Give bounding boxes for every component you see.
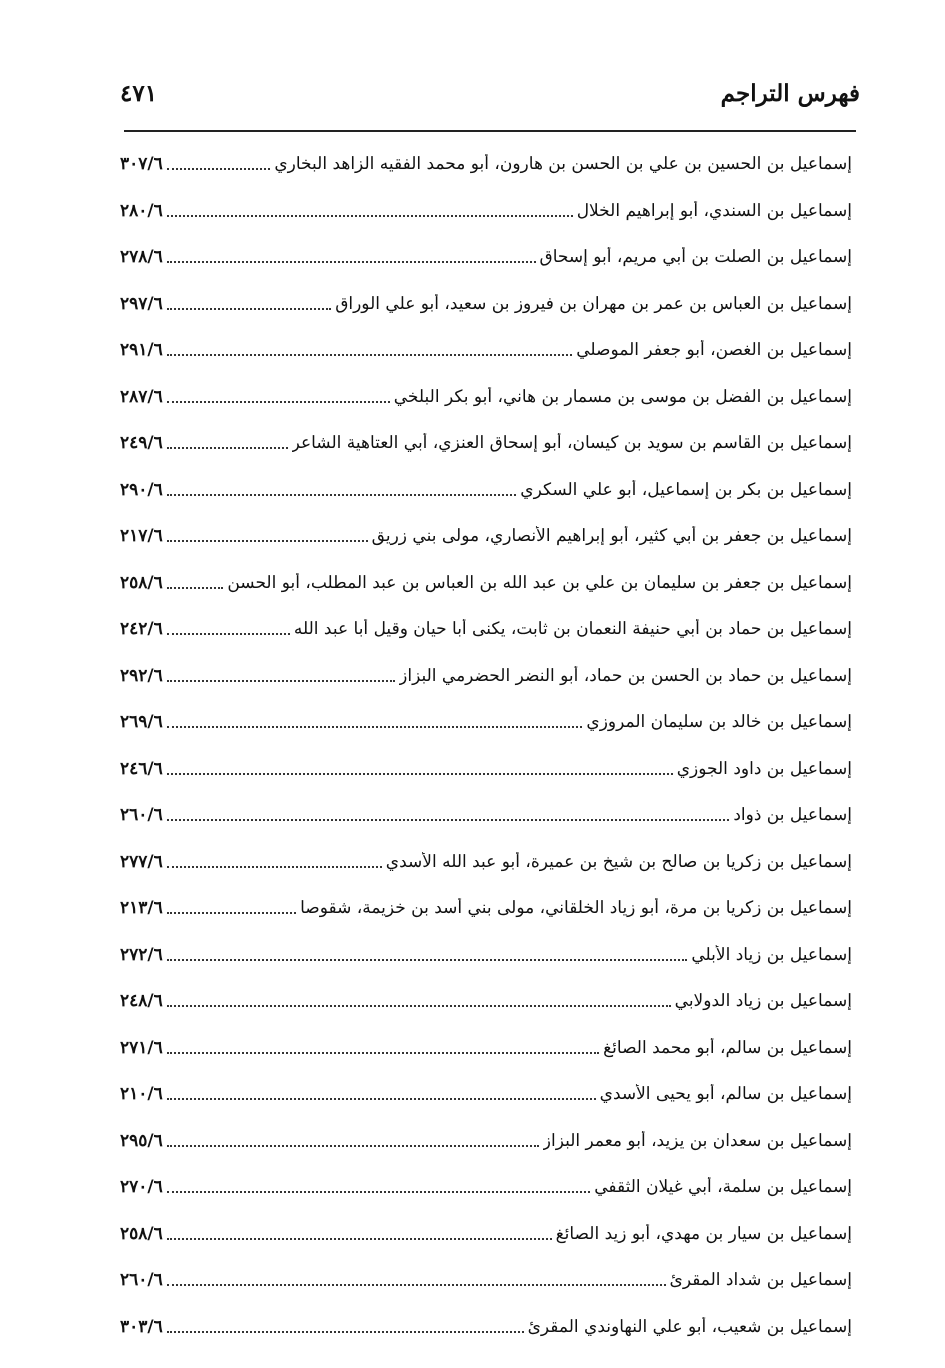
dot-leader	[167, 587, 224, 589]
entry-name: إسماعيل بن ذواد	[733, 805, 852, 826]
entry-reference: ٢٧٧/٦	[120, 851, 163, 872]
entry-reference: ٢٧٢/٦	[120, 944, 163, 965]
index-entry	[120, 1257, 852, 1304]
entry-reference: ٢٤٢/٦	[120, 619, 163, 640]
index-entry	[120, 281, 852, 328]
dot-leader	[167, 354, 573, 356]
entry-name: إسماعيل بن الحسين بن علي بن الحسن بن هارون، أبو محمد الفقيه الزاهد البخاري	[274, 154, 852, 175]
dot-leader	[167, 726, 583, 728]
dot-leader	[167, 633, 290, 635]
entry-reference: ٢٤٨/٦	[120, 991, 163, 1012]
entry-name: إسماعيل بن سلمة، أبي غيلان الثقفي	[594, 1177, 852, 1198]
dot-leader	[167, 308, 331, 310]
entry-reference: ٢٤٦/٦	[120, 758, 163, 779]
entry-reference: ٢١٧/٦	[120, 526, 163, 547]
index-entry	[120, 792, 852, 839]
entry-reference: ٢٥٨/٦	[120, 1223, 163, 1244]
index-entry	[120, 699, 852, 746]
dot-leader	[167, 168, 271, 170]
index-entry	[120, 653, 852, 700]
entry-reference: ٢١٣/٦	[120, 898, 163, 919]
index-entry	[120, 1164, 852, 1211]
dot-leader	[167, 540, 368, 542]
dot-leader	[167, 1284, 666, 1286]
dot-leader	[167, 680, 395, 682]
entry-name: إسماعيل بن سيار بن مهدي، أبو زيد الصائغ	[555, 1223, 852, 1244]
dot-leader	[167, 819, 730, 821]
dot-leader	[167, 494, 517, 496]
entry-reference: ٢٩٢/٦	[120, 665, 163, 686]
entry-reference: ٢٦٠/٦	[120, 1270, 163, 1291]
entry-name: إسماعيل بن الصلت بن أبي مريم، أبو إسحاق	[539, 247, 852, 268]
entry-reference: ٢٦٩/٦	[120, 712, 163, 733]
entry-name: إسماعيل بن القاسم بن سويد بن كيسان، أبو إسحاق العنزي، أبي العتاهية الشاعر	[291, 433, 852, 454]
entry-name: إسماعيل بن بكر بن إسماعيل، أبو علي السكري	[520, 479, 852, 500]
entry-reference: ٢٩٠/٦	[120, 479, 163, 500]
biography-index-list	[120, 141, 852, 1350]
entry-name: إسماعيل بن زكريا بن صالح بن شيخ بن عميرة، أبو عبد الله الأسدي	[385, 851, 852, 872]
dot-leader	[167, 261, 536, 263]
index-entry	[120, 1211, 852, 1258]
entry-reference: ٢١٠/٦	[120, 1084, 163, 1105]
entry-name: إسماعيل بن شداد المقرئ	[669, 1270, 852, 1291]
entry-name: إسماعيل بن شعيب، أبو علي النهاوندي المقرئ	[527, 1316, 852, 1337]
header-rule	[124, 130, 856, 132]
entry-reference: ٢٦٠/٦	[120, 805, 163, 826]
page-title: فهرس التراجم	[720, 80, 860, 107]
dot-leader	[167, 773, 673, 775]
dot-leader	[167, 215, 573, 217]
entry-name: إسماعيل بن الغصن، أبو جعفر الموصلي	[576, 340, 852, 361]
dot-leader	[167, 1098, 596, 1100]
dot-leader	[167, 1191, 590, 1193]
index-entry	[120, 1118, 852, 1165]
dot-leader	[167, 1145, 539, 1147]
entry-reference: ٣٠٣/٦	[120, 1316, 163, 1337]
index-entry	[120, 606, 852, 653]
dot-leader	[167, 1005, 671, 1007]
entry-name: إسماعيل بن جعفر بن أبي كثير، أبو إبراهيم الأنصاري، مولى بني زريق	[371, 526, 852, 547]
entry-name: إسماعيل بن سالم، أبو محمد الصائغ	[603, 1037, 852, 1058]
index-entry	[120, 420, 852, 467]
entry-name: إسماعيل بن زياد الأبلي	[691, 944, 852, 965]
entry-name: إسماعيل بن الفضل بن موسى بن مسمار بن هاني، أبو بكر البلخي	[393, 386, 852, 407]
dot-leader	[167, 959, 688, 961]
index-entry	[120, 513, 852, 560]
entry-name: إسماعيل بن سعدان بن يزيد، أبو معمر البزاز	[542, 1130, 852, 1151]
dot-leader	[167, 1331, 524, 1333]
entry-name: إسماعيل بن زياد الدولابي	[674, 991, 852, 1012]
entry-reference: ٢٥٨/٦	[120, 572, 163, 593]
entry-name: إسماعيل بن العباس بن عمر بن مهران بن فيروز بن سعيد، أبو علي الوراق	[335, 293, 852, 314]
dot-leader	[167, 401, 390, 403]
entry-name: إسماعيل بن خالد بن سليمان المروزي	[586, 712, 852, 733]
index-entry	[120, 978, 852, 1025]
dot-leader	[167, 1052, 599, 1054]
index-entry	[120, 1025, 852, 1072]
dot-leader	[167, 447, 288, 449]
index-entry	[120, 746, 852, 793]
entry-name: إسماعيل بن حماد بن الحسن بن حماد، أبو النضر الحضرمي البزاز	[399, 665, 852, 686]
entry-reference: ٢٤٩/٦	[120, 433, 163, 454]
entry-reference: ٢٧١/٦	[120, 1037, 163, 1058]
index-entry	[120, 932, 852, 979]
index-entry	[120, 374, 852, 421]
index-entry	[120, 467, 852, 514]
entry-reference: ٢٨٧/٦	[120, 386, 163, 407]
index-entry	[120, 885, 852, 932]
index-entry	[120, 1304, 852, 1351]
entry-reference: ٣٠٧/٦	[120, 154, 163, 175]
entry-name: إسماعيل بن السندي، أبو إبراهيم الخلال	[576, 200, 852, 221]
entry-reference: ٢٩٥/٦	[120, 1130, 163, 1151]
index-entry	[120, 1071, 852, 1118]
entry-reference: ٢٩٧/٦	[120, 293, 163, 314]
index-entry	[120, 839, 852, 886]
entry-name: إسماعيل بن زكريا بن مرة، أبو زياد الخلقاني، مولى بني أسد بن خزيمة، شقوصا	[300, 898, 852, 919]
entry-reference: ٢٨٠/٦	[120, 200, 163, 221]
dot-leader	[167, 866, 382, 868]
page-header	[120, 72, 860, 122]
entry-reference: ٢٧٠/٦	[120, 1177, 163, 1198]
entry-name: إسماعيل بن سالم، أبو يحيى الأسدي	[599, 1084, 852, 1105]
entry-name: إسماعيل بن داود الجوزي	[676, 758, 852, 779]
entry-name: إسماعيل بن حماد بن أبي حنيفة النعمان بن ثابت، يكنى أبا حيان وقيل أبا عبد الله	[293, 619, 852, 640]
dot-leader	[167, 912, 296, 914]
entry-reference: ٢٧٨/٦	[120, 247, 163, 268]
index-entry	[120, 560, 852, 607]
index-entry	[120, 141, 852, 188]
page-number: ٤٧١	[120, 80, 158, 107]
index-entry	[120, 188, 852, 235]
index-entry	[120, 234, 852, 281]
entry-reference: ٢٩١/٦	[120, 340, 163, 361]
dot-leader	[167, 1238, 552, 1240]
index-entry	[120, 327, 852, 374]
entry-name: إسماعيل بن جعفر بن سليمان بن علي بن عبد الله بن العباس بن عبد المطلب، أبو الحسن	[227, 572, 852, 593]
